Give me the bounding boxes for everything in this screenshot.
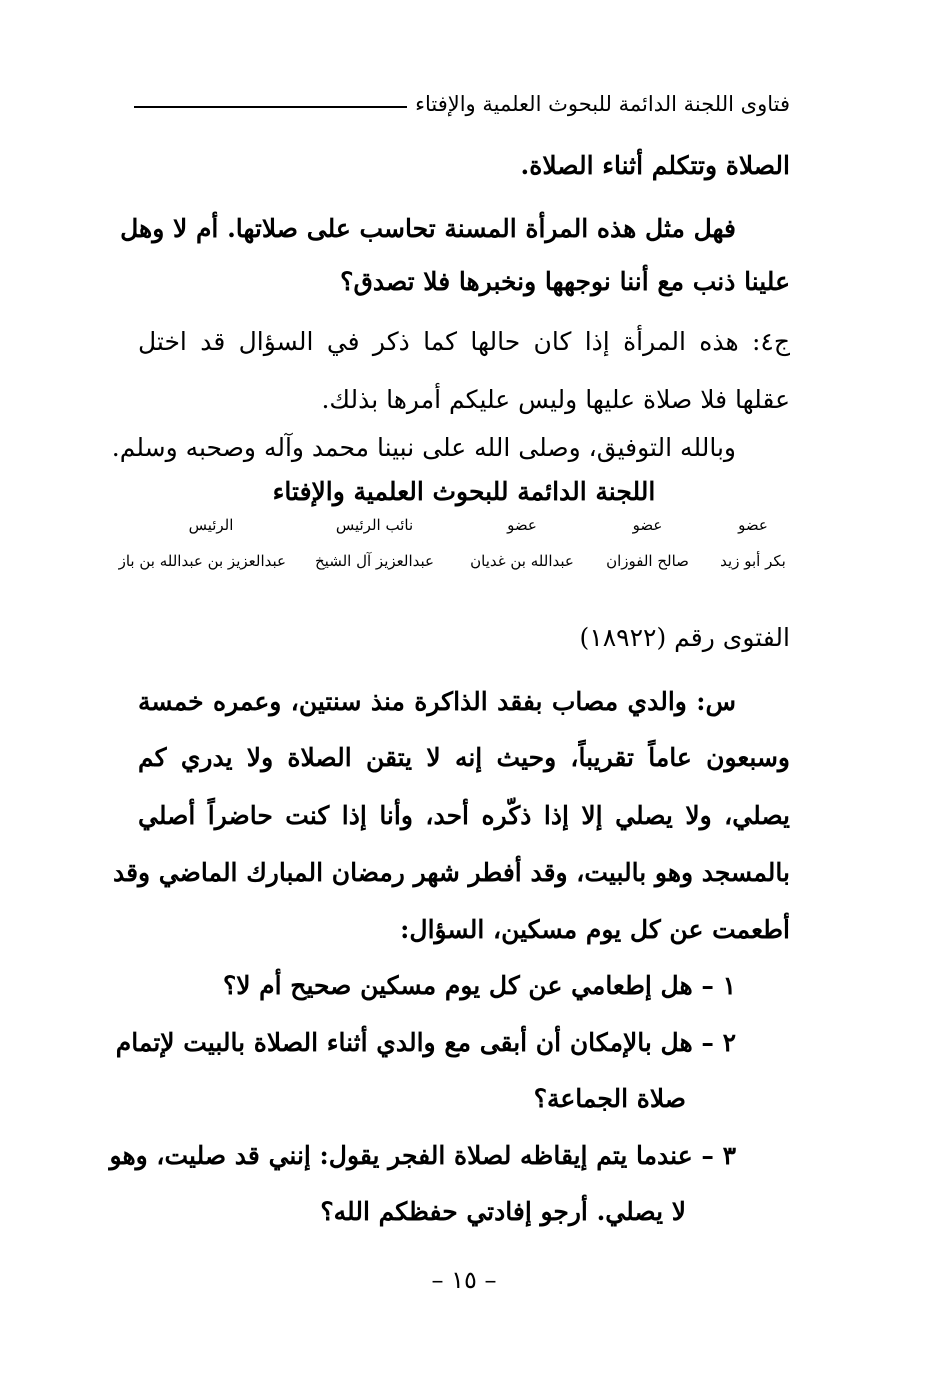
- member-role: عضو: [632, 516, 663, 534]
- signature-roles: [136, 514, 792, 536]
- member-name: صالح الفوزان: [606, 552, 689, 570]
- answer-line-2: عقلها فلا صلاة عليها وليس عليكم أمرها بذلك.: [321, 385, 790, 414]
- fatwa-heading: الفتوى رقم (١٨٩٢٢): [579, 623, 790, 652]
- member-name: عبدالعزيز آل الشيخ: [315, 552, 434, 570]
- member-name: عبدالعزيز بن عبدالله بن باز: [118, 552, 286, 570]
- question-item-3-line-2: لا يصلي. أرجو إفادتي حفظكم الله؟: [320, 1197, 686, 1226]
- question-item-2-line-1: ٢ – هل بالإمكان أن أبقى مع والدي أثناء الصلاة بالبيت لإتمام: [115, 1028, 736, 1057]
- member-name: بكر أبو زيد: [720, 552, 786, 570]
- member-role: عضو: [507, 516, 537, 534]
- member-role: الرئيس: [188, 516, 234, 534]
- body-line-2: فهل مثل هذه المرأة المسنة تحاسب على صلاتها. أم لا وهل: [120, 214, 736, 243]
- signature-names: [118, 550, 792, 572]
- question-line-4: بالمسجد وهو بالبيت، وقد أفطر شهر رمضان المبارك الماضي وقد: [112, 858, 790, 887]
- answer-line-1: ج٤: هذه المرأة إذا كان حالها كما ذكر في السؤال قد اختل: [138, 327, 790, 356]
- question-item-3-line-1: ٣ – عندما يتم إيقاظه لصلاة الفجر يقول: إنني قد صليت، وهو: [109, 1141, 736, 1170]
- member-name: عبدالله بن غديان: [470, 552, 574, 570]
- running-header-title: فتاوى اللجنة الدائمة للبحوث العلمية والإفتاء: [415, 92, 790, 116]
- running-header: [134, 92, 790, 116]
- closing-line: وبالله التوفيق، وصلى الله على نبينا محمد وآله وصحبه وسلم.: [111, 433, 736, 462]
- question-item-2-line-2: صلاة الجماعة؟: [533, 1084, 686, 1113]
- question-line-5: أطعمت عن كل يوم مسكين، السؤال:: [400, 915, 790, 944]
- body-line-3: علينا ذنب مع أننا نوجهها ونخبرها فلا تصدق؟: [340, 267, 790, 296]
- body-line-1: الصلاة وتتكلم أثناء الصلاة.: [520, 151, 790, 180]
- question-line-3: يصلي، ولا يصلي إلا إذا ذكّره أحد، وأنا إذا كنت حاضراً أصلي: [138, 801, 790, 830]
- committee-title: اللجنة الدائمة للبحوث العلمية والإفتاء: [272, 477, 656, 506]
- member-role: عضو: [738, 516, 768, 534]
- member-role: نائب الرئيس: [335, 516, 414, 534]
- page-number: – ١٥ –: [431, 1266, 497, 1294]
- question-line-1: س: والدي مصاب بفقد الذاكرة منذ سنتين، وعمره خمسة: [138, 687, 736, 716]
- header-rule: [134, 106, 407, 108]
- question-line-2: وسبعون عاماً تقريباً، وحيث إنه لا يتقن الصلاة ولا يدري كم: [138, 743, 790, 772]
- question-item-1: ١ – هل إطعامي عن كل يوم مسكين صحيح أم لا؟: [222, 971, 736, 1000]
